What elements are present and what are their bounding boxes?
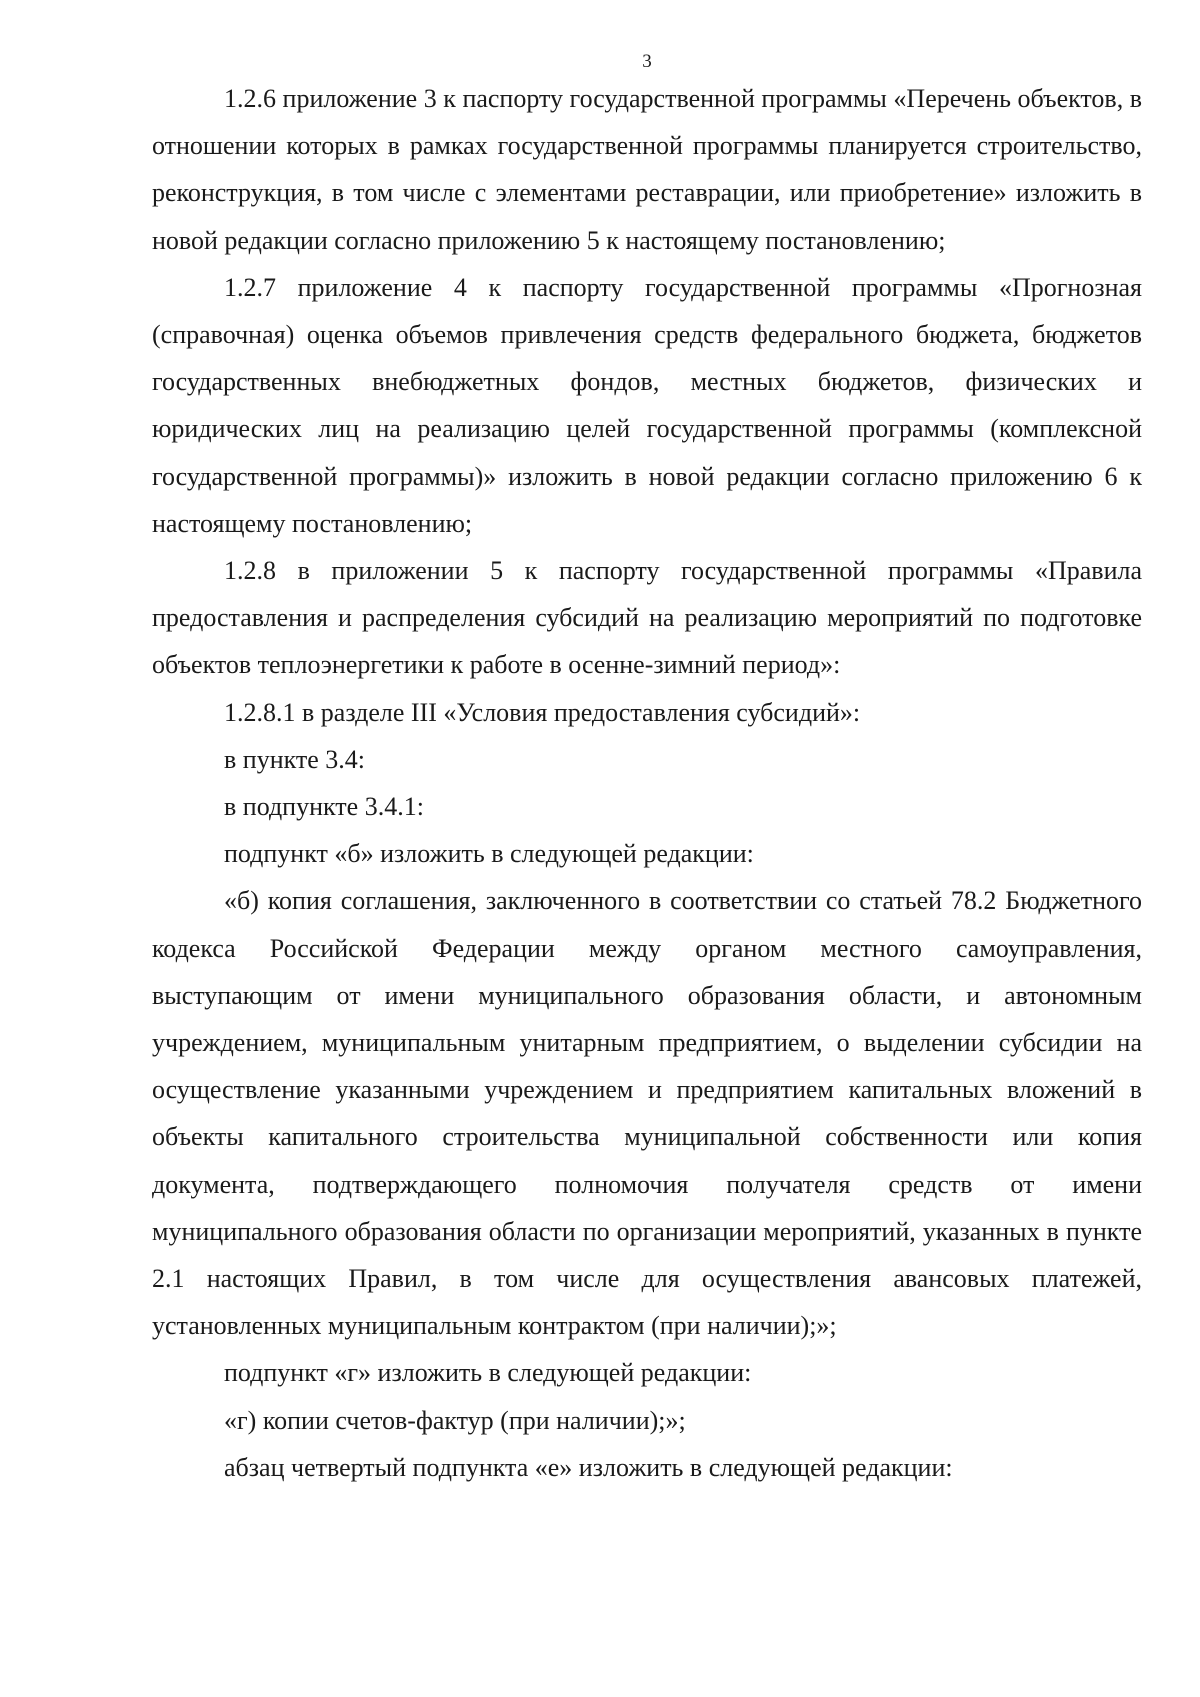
paragraph-subpoint-g-intro: подпункт «г» изложить в следующей редакции:: [224, 1358, 752, 1388]
paragraph-1-2-8: 1.2.8 в приложении 5 к паспорту государственной программы «Правила предоставления и распределения субсидий на реализацию мероприятий по подготовке объектов теплоэнергетики к работе в осенне-зимний период»:: [152, 556, 1142, 680]
paragraph-point-3-4: в пункте 3.4:: [224, 744, 366, 774]
paragraph-subpoint-e-intro: абзац четвертый подпункта «е» изложить в следующей редакции:: [224, 1452, 953, 1482]
paragraph-subpoint-b-intro: подпункт «б» изложить в следующей редакции:: [224, 839, 754, 869]
document-body: [152, 75, 1142, 1491]
paragraph-subpoint-g-text: «г) копии счетов-фактур (при наличии);»;: [224, 1405, 686, 1435]
paragraph-1-2-7: 1.2.7 приложение 4 к паспорту государственной программы «Прогнозная (справочная) оценка объемов привлечения средств федерального бюджета, бюджетов государственных внебюджетных фондов, местных бюджетов, физических и юридических лиц на реализацию целей государственной программы (комплексной государственной программы)» изложить в новой редакции согласно приложению 6 к настоящему постановлению;: [152, 272, 1142, 538]
paragraph-1-2-6: 1.2.6 приложение 3 к паспорту государственной программы «Перечень объектов, в отношении которых в рамках государственной программы планируется строительство, реконструкция, в том числе с элементами реставрации, или приобретение» изложить в новой редакции согласно приложению 5 к настоящему постановлению;: [152, 84, 1142, 255]
paragraph-subpoint-b-text: «б) копия соглашения, заключенного в соответствии со статьей 78.2 Бюджетного кодекса Российской Федерации между органом местного самоуправления, выступающим от имени муниципального образования области, и автономным учреждением, муниципальным унитарным предприятием, о выделении субсидии на осуществление указанными учреждением и предприятием капитальных вложений в объекты капитального строительства муниципальной собственности или копия документа, подтверждающего полномочия получателя средств от имени муниципального образования области по организации мероприятий, указанных в пункте 2.1 настоящих Правил, в том числе для осуществления авансовых платежей, установленных муниципальным контрактом (при наличии);»;: [152, 886, 1142, 1341]
paragraph-subpoint-3-4-1: в подпункте 3.4.1:: [224, 792, 424, 822]
paragraph-1-2-8-1: 1.2.8.1 в разделе III «Условия предоставления субсидий»:: [224, 697, 861, 727]
page-number: 3: [642, 51, 652, 72]
